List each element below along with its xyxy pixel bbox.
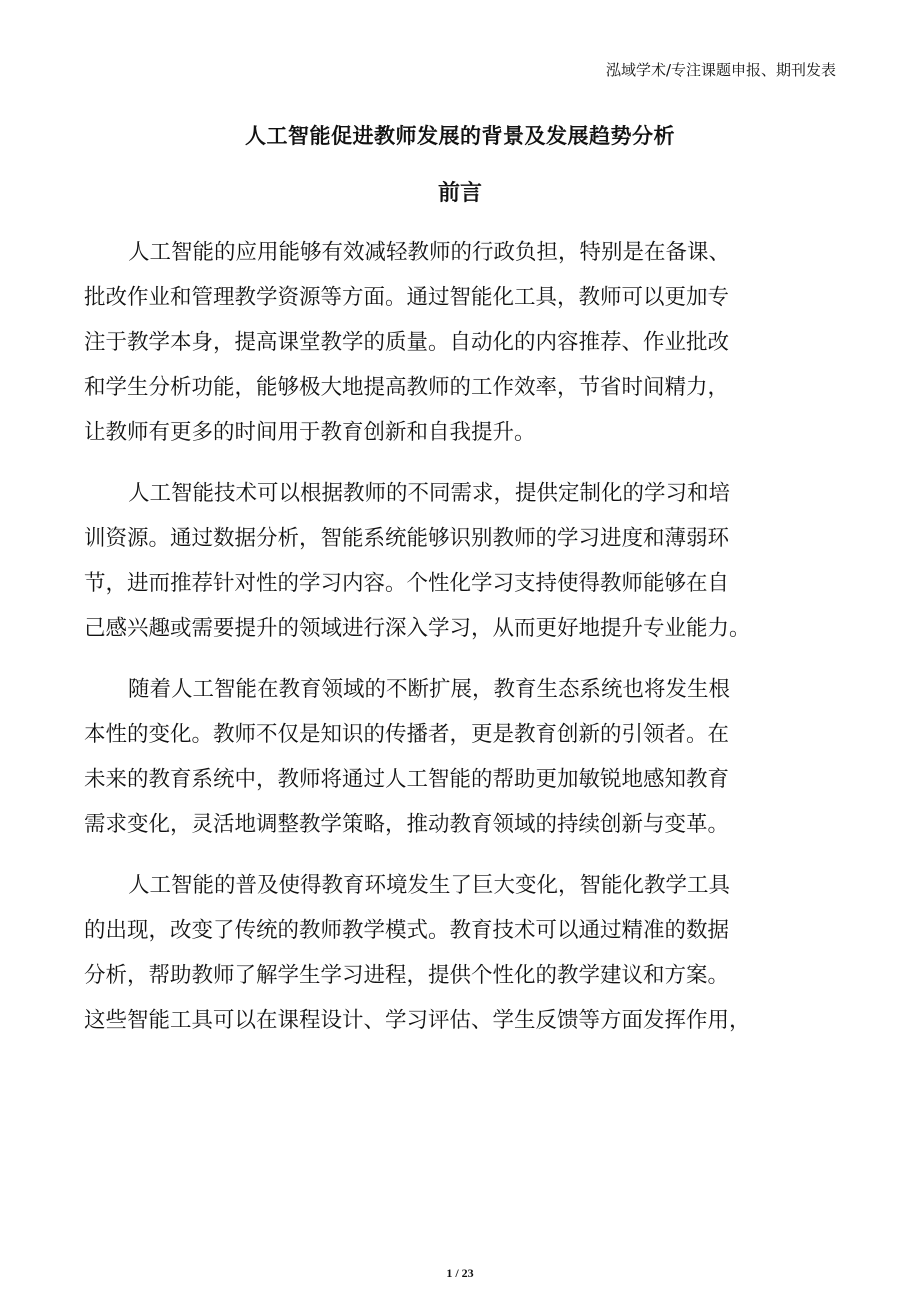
paragraph-line: 未来的教育系统中，教师将通过人工智能的帮助更加敏锐地感知教育	[84, 767, 730, 792]
paragraph-2	[84, 471, 840, 651]
page-number: 1 / 23	[446, 1266, 474, 1280]
paragraph-line: 分析，帮助教师了解学生学习进程，提供个性化的教学建议和方案。	[84, 963, 730, 988]
section-heading: 前言	[437, 181, 482, 206]
paragraph-line: 这些智能工具可以在课程设计、学习评估、学生反馈等方面发挥作用，	[84, 1008, 751, 1033]
document-title: 人工智能促进教师发展的背景及发展趋势分析	[245, 124, 675, 148]
page-header: 泓域学术/专注课题申报、期刊发表	[605, 61, 836, 79]
paragraph-line: 训资源。通过数据分析，智能系统能够识别教师的学习进度和薄弱环	[84, 526, 730, 551]
paragraph-line: 注于教学本身，提高课堂教学的质量。自动化的内容推荐、作业批改	[84, 330, 730, 355]
paragraph-line: 和学生分析功能，能够极大地提高教师的工作效率，节省时间精力，	[84, 375, 730, 400]
paragraph-line: 人工智能的应用能够有效减轻教师的行政负担，特别是在备课、	[128, 240, 731, 265]
paragraph-1	[84, 230, 840, 455]
paragraph-line: 批改作业和管理教学资源等方面。通过智能化工具，教师可以更加专	[84, 285, 730, 310]
paragraph-3	[84, 667, 840, 847]
paragraph-line: 需求变化，灵活地调整教学策略，推动教育领域的持续创新与变革。	[84, 812, 730, 837]
document-body	[84, 230, 840, 1059]
paragraph-line: 本性的变化。教师不仅是知识的传播者，更是教育创新的引领者。在	[84, 722, 730, 747]
paragraph-line: 的出现，改变了传统的教师教学模式。教育技术可以通过精准的数据	[84, 918, 730, 943]
paragraph-line: 节，进而推荐针对性的学习内容。个性化学习支持使得教师能够在自	[84, 571, 730, 596]
paragraph-line: 人工智能的普及使得教育环境发生了巨大变化，智能化教学工具	[128, 873, 731, 898]
paragraph-line: 让教师有更多的时间用于教育创新和自我提升。	[84, 420, 536, 445]
paragraph-line: 随着人工智能在教育领域的不断扩展，教育生态系统也将发生根	[128, 677, 731, 702]
paragraph-4	[84, 863, 840, 1043]
paragraph-line: 人工智能技术可以根据教师的不同需求，提供定制化的学习和培	[128, 481, 731, 506]
paragraph-line: 己感兴趣或需要提升的领域进行深入学习，从而更好地提升专业能力。	[84, 616, 751, 641]
